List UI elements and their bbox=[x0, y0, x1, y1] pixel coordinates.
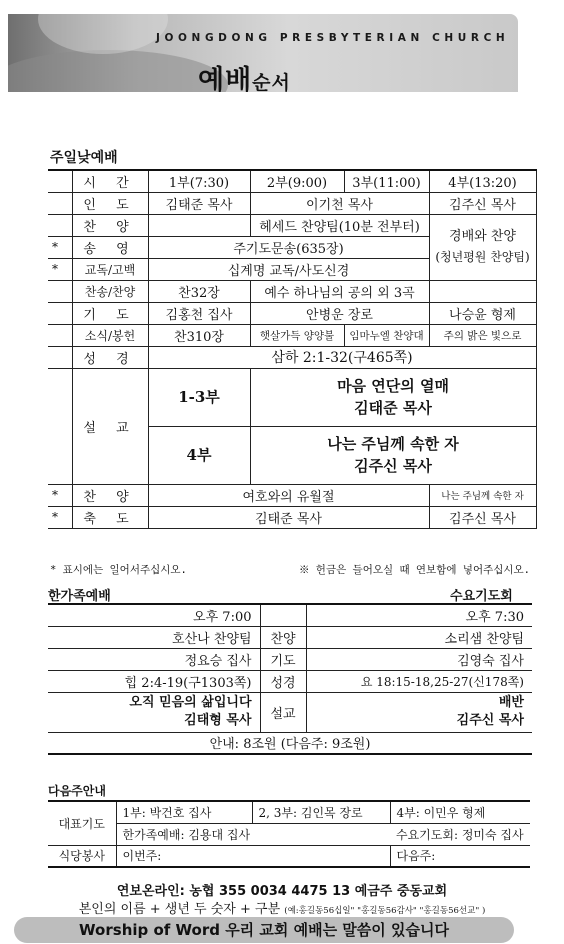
closing-song-4: 나는 주님께 속한 자 bbox=[429, 484, 536, 506]
name-rule-examples: (예:홍길동56십일" "홍길동56감사" "홍길동56선교" ) bbox=[284, 906, 486, 916]
prayer-row bbox=[48, 302, 536, 324]
cafe-this-week: 이번주: bbox=[116, 845, 390, 867]
song-value: 주기도문송(635장) bbox=[148, 236, 429, 258]
name-rule bbox=[0, 898, 564, 917]
sermon-a-preacher: 김태준 목사 bbox=[354, 399, 432, 417]
news-label: 소식/봉헌 bbox=[72, 324, 148, 346]
family-sermon-preacher: 김태형 목사 bbox=[184, 713, 252, 728]
evening-row bbox=[48, 604, 532, 626]
sermon-b-title: 나는 주님께 속한 자 bbox=[327, 435, 459, 453]
worship-4-team: (청년평원 찬양팀) bbox=[435, 250, 530, 264]
family-praise: 호산나 찬양팀 bbox=[48, 626, 260, 648]
song-label: 송 영 bbox=[72, 236, 148, 258]
page-title bbox=[198, 58, 291, 92]
church-name: JOONGDONG PRESBYTERIAN CHURCH bbox=[156, 32, 510, 44]
creed-label: 교독/고백 bbox=[72, 258, 148, 280]
praise-label: 찬 양 bbox=[72, 214, 148, 236]
leader-1: 김태준 목사 bbox=[148, 192, 250, 214]
news-1: 찬310장 bbox=[148, 324, 250, 346]
wed-praise: 소리샘 찬양팀 bbox=[306, 626, 532, 648]
rep-row-1 bbox=[48, 801, 530, 823]
family-sermon-title: 오직 믿음의 삶입니다 bbox=[129, 695, 252, 710]
notes bbox=[50, 562, 530, 577]
row-label bbox=[260, 604, 306, 626]
family-time: 오후 7:00 bbox=[48, 604, 260, 626]
wed-sermon-title: 배반 bbox=[498, 695, 524, 710]
next-week-heading: 다음주안내 bbox=[48, 784, 106, 798]
wed-scripture: 요 18:15-18,25-27(신178쪽) bbox=[306, 670, 532, 692]
family-prayer: 정요승 집사 bbox=[48, 648, 260, 670]
worship-4-title: 경배와 찬양 bbox=[449, 229, 516, 244]
time-2: 2부(9:00) bbox=[250, 170, 344, 192]
sermon-b-part: 4부 bbox=[148, 426, 250, 484]
wed-prayer: 김영숙 집사 bbox=[306, 648, 532, 670]
praise-team: 헤세드 찬양팀(10분 전부터) bbox=[250, 214, 429, 236]
header-banner bbox=[8, 14, 518, 92]
prayer-2-3: 안병운 장로 bbox=[250, 302, 429, 324]
benediction-row bbox=[48, 506, 536, 528]
hymn-row bbox=[48, 280, 536, 302]
wed-time: 오후 7:30 bbox=[306, 604, 532, 626]
cafe-next-week: 다음주: bbox=[390, 845, 530, 867]
hymn-2: 예수 하나님의 공의 외 3곡 bbox=[250, 280, 429, 302]
note-offering: ※ 헌금은 들어오실 때 연보함에 넣어주십시오. bbox=[298, 564, 530, 576]
evening-row bbox=[48, 648, 532, 670]
sermon-a-part: 1-3부 bbox=[148, 368, 250, 426]
worship-4 bbox=[429, 214, 536, 280]
online-offering: 연보온라인: 농협 355 0034 4475 13 예금주 중동교회 bbox=[116, 884, 448, 899]
hymn-1: 찬32장 bbox=[148, 280, 250, 302]
row-label: 설교 bbox=[260, 692, 306, 732]
sunday-service-table bbox=[48, 169, 537, 529]
time-3: 3부(11:00) bbox=[344, 170, 429, 192]
praise-row bbox=[48, 214, 536, 236]
time-4: 4부(13:20) bbox=[429, 170, 536, 192]
rep-2: 2, 3부: 김인목 장로 bbox=[252, 801, 390, 823]
leader-label: 인 도 bbox=[72, 192, 148, 214]
news-3: 임마누엘 찬양대 bbox=[344, 324, 429, 346]
rep-4: 한가족예배: 김용대 집사 bbox=[116, 823, 390, 845]
name-rule-text: 본인의 이름 + 생년 두 숫자 + 구분 bbox=[78, 902, 281, 917]
guide-row bbox=[48, 732, 532, 754]
benediction-label: 축 도 bbox=[72, 506, 148, 528]
banner-decoration bbox=[38, 14, 168, 54]
title-sub: 순서 bbox=[252, 72, 291, 92]
evening-sermon-row bbox=[48, 692, 532, 732]
row-label: 성경 bbox=[260, 670, 306, 692]
evening-row bbox=[48, 626, 532, 648]
sermon-b-preacher: 김주신 목사 bbox=[354, 457, 432, 475]
leader-row bbox=[48, 192, 536, 214]
time-row bbox=[48, 170, 536, 192]
title-main: 예배 bbox=[198, 65, 253, 92]
leader-2-3: 이기천 목사 bbox=[250, 192, 429, 214]
closing-row bbox=[48, 484, 536, 506]
wed-sermon-preacher: 김주신 목사 bbox=[456, 713, 524, 728]
sermon-row-a bbox=[48, 368, 536, 426]
creed-value: 십계명 교독/사도신경 bbox=[148, 258, 429, 280]
rep-1: 1부: 박건호 집사 bbox=[116, 801, 252, 823]
stand-mark: * bbox=[48, 236, 72, 258]
slogan-bar: Worship of Word 우리 교회 예배는 말씀이 있습니다 bbox=[14, 917, 514, 943]
family-worship-heading: 한가족예배 bbox=[48, 589, 111, 604]
note-stand: * 표시에는 일어서주십시오. bbox=[50, 564, 187, 576]
news-4: 주의 밝은 빛으로 bbox=[429, 324, 536, 346]
guide-value: 안내: 8조원 (다음주: 9조원) bbox=[48, 732, 532, 754]
sunday-heading: 주일낮예배 bbox=[50, 150, 118, 166]
leader-4: 김주신 목사 bbox=[429, 192, 536, 214]
prayer-4: 나승윤 형제 bbox=[429, 302, 536, 324]
rep-3: 4부: 이민우 형제 bbox=[390, 801, 530, 823]
sermon-a-title: 마음 연단의 열매 bbox=[337, 377, 449, 395]
time-1: 1부(7:30) bbox=[148, 170, 250, 192]
stand-mark: * bbox=[48, 484, 72, 506]
benediction-4: 김주신 목사 bbox=[429, 506, 536, 528]
benediction-value: 김태준 목사 bbox=[148, 506, 429, 528]
closing-song: 여호와의 유월절 bbox=[148, 484, 429, 506]
stand-mark: * bbox=[48, 506, 72, 528]
news-row bbox=[48, 324, 536, 346]
row-label: 기도 bbox=[260, 648, 306, 670]
hymn-label: 찬송/찬양 bbox=[72, 280, 148, 302]
closing-label: 찬 양 bbox=[72, 484, 148, 506]
banner-decoration bbox=[8, 50, 228, 92]
family-scripture: 힙 2:4-19(구1303쪽) bbox=[48, 670, 260, 692]
rep-5: 수요기도회: 정미숙 집사 bbox=[390, 823, 530, 845]
scripture-value: 삼하 2:1-32(구465쪽) bbox=[148, 346, 536, 368]
time-label: 시 간 bbox=[72, 170, 148, 192]
stand-mark: * bbox=[48, 258, 72, 280]
rep-label: 대표기도 bbox=[48, 801, 116, 845]
scripture-row bbox=[48, 346, 536, 368]
next-week-table bbox=[48, 800, 530, 868]
evening-row bbox=[48, 670, 532, 692]
rep-row-2 bbox=[48, 823, 530, 845]
scripture-label: 성 경 bbox=[72, 346, 148, 368]
wednesday-heading: 수요기도회 bbox=[450, 589, 513, 604]
prayer-1: 김홍천 집사 bbox=[148, 302, 250, 324]
sermon-label: 설 교 bbox=[72, 368, 148, 484]
cafe-label: 식당봉사 bbox=[48, 845, 116, 867]
row-label: 찬양 bbox=[260, 626, 306, 648]
evening-table bbox=[48, 603, 532, 755]
news-2: 햇살가득 양양불 bbox=[250, 324, 344, 346]
cafe-row bbox=[48, 845, 530, 867]
prayer-label: 기 도 bbox=[72, 302, 148, 324]
